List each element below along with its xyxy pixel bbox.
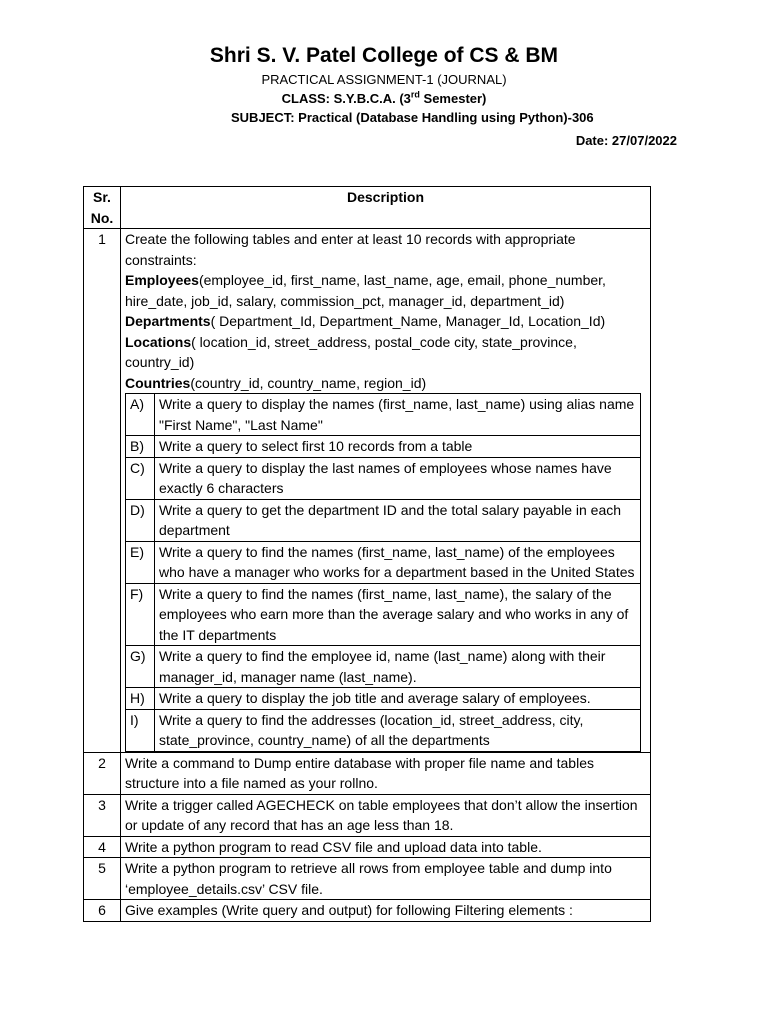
sub-question-row (126, 688, 641, 710)
countries-label: Countries (125, 374, 191, 391)
table-row (84, 752, 651, 794)
sub-text: Write a query to get the department ID and the total salary payable in each department (155, 499, 641, 541)
row-sr: 2 (84, 752, 121, 794)
class-prefix: CLASS: S.Y.B.C.A. (3 (281, 91, 411, 106)
sub-text: Write a query to display the last names of employees whose names have exactly 6 characters (155, 457, 641, 499)
sub-question-row (126, 583, 641, 646)
row-sr: 1 (84, 229, 121, 753)
sub-question-table (125, 393, 641, 752)
departments-fields: ( Department_Id, Department_Name, Manager_Id, Location_Id) (210, 313, 606, 329)
sub-text: Write a query to display the job title and average salary of employees. (155, 688, 641, 710)
sub-question-row (126, 709, 641, 751)
row-sr: 5 (84, 858, 121, 900)
locations-label: Locations (125, 333, 192, 350)
sub-text: Write a query to find the names (first_name, last_name), the salary of the employees who earn more than the average salary and who works in any of the IT departments (155, 583, 641, 646)
row-sr: 4 (84, 836, 121, 858)
date-line: Date: 27/07/2022 (575, 133, 677, 148)
sub-letter: G) (126, 646, 155, 688)
sub-text: Write a query to find the employee id, name (last_name) along with their manager_id, manager name (last_name). (155, 646, 641, 688)
employees-fields: (employee_id, first_name, last_name, age, email, phone_number, hire_date, job_id, salary, commission_pct, manager_id, department_id) (125, 272, 606, 309)
class-line (0, 89, 768, 108)
row-sr: 6 (84, 900, 121, 922)
countries-schema (125, 373, 646, 394)
sub-question-row (126, 499, 641, 541)
class-superscript: rd (410, 89, 420, 100)
document-header (0, 42, 768, 108)
row-description: Give examples (Write query and output) for following Filtering elements : (121, 900, 651, 922)
sub-letter: A) (126, 394, 155, 436)
sub-letter: D) (126, 499, 155, 541)
header-sr-no: Sr. No. (84, 187, 121, 229)
sub-letter: B) (126, 436, 155, 458)
table-row (84, 794, 651, 836)
employees-label: Employees (125, 272, 199, 288)
row-description: Write a python program to read CSV file and upload data into table. (121, 836, 651, 858)
sub-text: Write a query to select first 10 records from a table (155, 436, 641, 458)
departments-label: Departments (125, 313, 211, 329)
sub-letter: F) (126, 583, 155, 646)
departments-schema (125, 311, 646, 332)
table-row (84, 836, 651, 858)
sub-question-row (126, 394, 641, 436)
sub-text: Write a query to display the names (first_name, last_name) using alias name "First Name", "Last Name" (155, 394, 641, 436)
sub-letter: I) (126, 709, 155, 751)
locations-fields: ( location_id, street_address, postal_code city, state_province, country_id) (125, 333, 577, 370)
subject-line: SUBJECT: Practical (Database Handling using Python)-306 (231, 110, 594, 125)
header-description: Description (121, 187, 651, 229)
locations-schema (125, 332, 646, 373)
assignment-table (83, 186, 651, 922)
sub-letter: H) (126, 688, 155, 710)
q1-intro: Create the following tables and enter at least 10 records with appropriate constraints: (125, 231, 576, 268)
sub-question-row (126, 436, 641, 458)
assignment-title: PRACTICAL ASSIGNMENT-1 (JOURNAL) (261, 72, 507, 87)
college-title: Shri S. V. Patel College of CS & BM (209, 44, 559, 67)
sub-letter: C) (126, 457, 155, 499)
sub-question-row (126, 541, 641, 583)
row-sr: 3 (84, 794, 121, 836)
table-header-row (84, 187, 651, 229)
sub-text: Write a query to find the addresses (location_id, street_address, city, state_province, country_name) of all the departments (155, 709, 641, 751)
countries-fields: (country_id, country_name, region_id) (190, 374, 427, 391)
row-description: Write a python program to retrieve all rows from employee table and dump into ‘employee_details.csv’ CSV file. (121, 858, 651, 900)
table-row (84, 858, 651, 900)
row-description: Write a trigger called AGECHECK on table employees that don’t allow the insertion or update of any record that has an age less than 18. (121, 794, 651, 836)
sub-letter: E) (126, 541, 155, 583)
employees-schema (125, 270, 646, 311)
sub-question-row (126, 646, 641, 688)
sub-question-row (126, 457, 641, 499)
sub-text: Write a query to find the names (first_name, last_name) of the employees who have a manager who works for a department based in the United States (155, 541, 641, 583)
table-row (84, 900, 651, 922)
table-row (84, 229, 651, 753)
row-description (121, 229, 651, 753)
row-description: Write a command to Dump entire database with proper file name and tables structure into a file named as your rollno. (121, 752, 651, 794)
class-suffix: Semester) (419, 91, 487, 106)
